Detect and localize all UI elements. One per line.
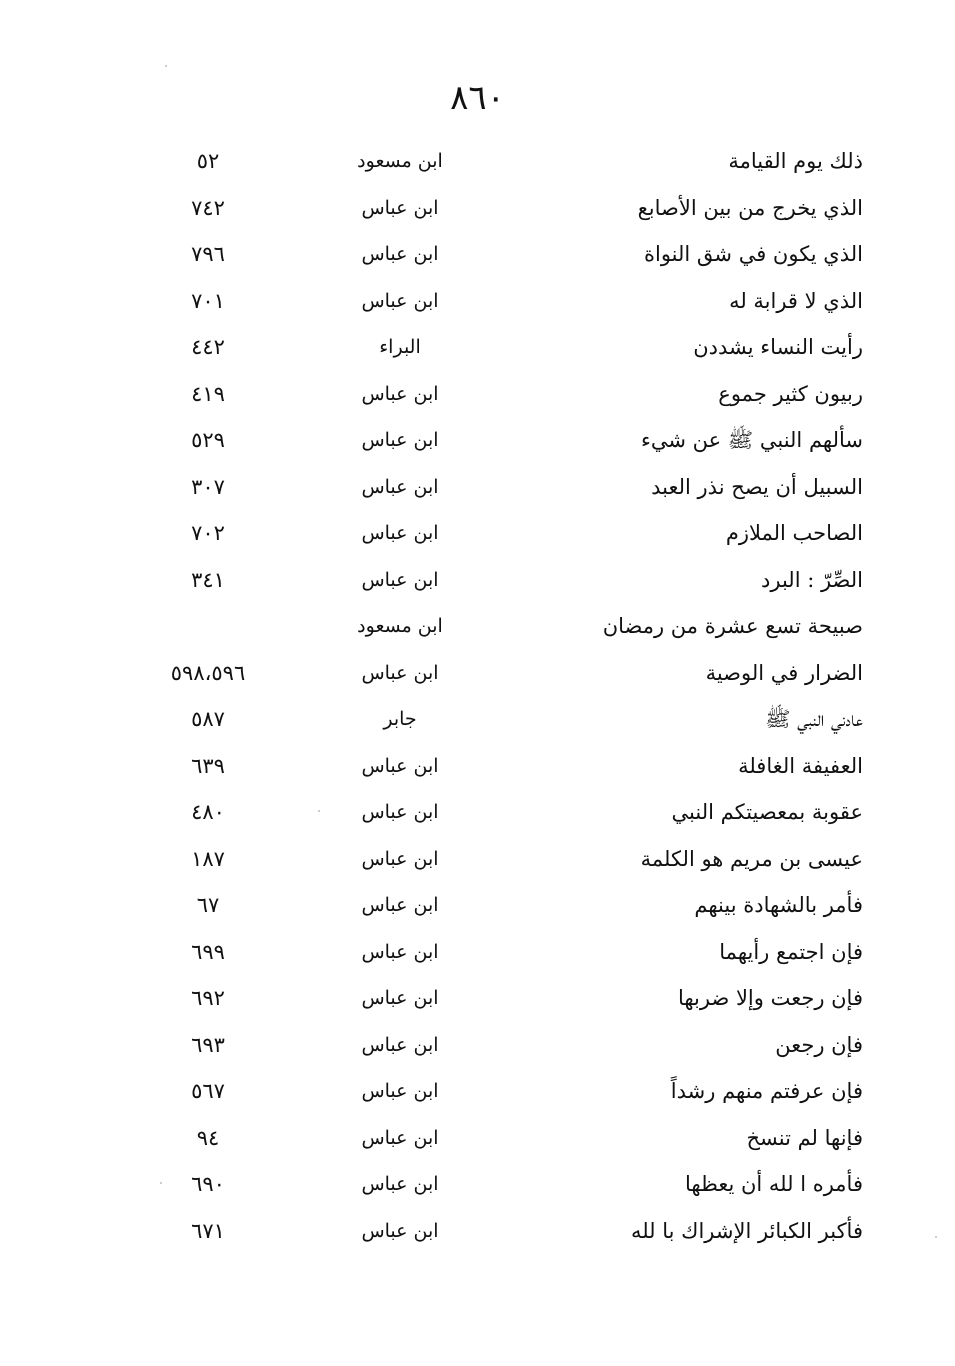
table-row xyxy=(0,417,955,464)
hadith-text: فأكبر الكبائر الإشراك با لله xyxy=(630,1218,863,1243)
narrator-name: ابن عباس xyxy=(361,475,439,498)
page-reference: ٧٠١ xyxy=(191,288,225,313)
table-row xyxy=(0,371,955,418)
index-table xyxy=(0,138,955,1254)
table-row xyxy=(0,324,955,371)
narrator-name: ابن عباس xyxy=(361,289,439,312)
narrator-name: ابن مسعود xyxy=(357,615,443,637)
scan-speck xyxy=(318,810,320,812)
narrator-name: ابن عباس xyxy=(361,847,439,870)
hadith-text: فإن رجعن xyxy=(775,1032,863,1057)
page-reference: ٦٧ xyxy=(196,893,220,917)
table-row xyxy=(0,464,955,511)
hadith-text: الذي يكون في شق النواة xyxy=(643,242,863,266)
page-reference: ٥٩٨،٥٩٦ xyxy=(170,660,246,685)
hadith-text: صبيحة تسع عشرة من رمضان xyxy=(602,614,863,638)
narrator-name: ابن عباس xyxy=(361,940,439,963)
page-reference: ٣٤١ xyxy=(191,567,225,592)
narrator-name: ابن عباس xyxy=(361,243,439,265)
hadith-text: العفيفة الغافلة xyxy=(738,753,863,778)
narrator-name: ابن عباس xyxy=(361,382,439,405)
hadith-text: فأمره ا لله أن يعظها xyxy=(685,1172,863,1196)
hadith-text: فإن اجتمع رأيهما xyxy=(719,939,863,964)
hadith-text: فإنها لم تنسخ xyxy=(746,1125,863,1150)
page-reference: ٦٧١ xyxy=(191,1218,225,1243)
table-row xyxy=(0,557,955,604)
page-reference: ٤٨٠ xyxy=(191,800,225,824)
page-reference: ٩٤ xyxy=(196,1125,220,1150)
page-reference: ٧٤٢ xyxy=(191,195,225,220)
page-reference: ٥٦٧ xyxy=(191,1079,225,1103)
hadith-text: السبيل أن يصح نذر العبد xyxy=(651,474,863,499)
table-row xyxy=(0,882,955,929)
narrator-name: ابن عباس xyxy=(361,522,439,544)
narrator-name: ابن عباس xyxy=(361,429,439,451)
narrator-name: ابن عباس xyxy=(361,1173,439,1195)
scan-speck xyxy=(160,1182,162,1184)
page-reference: ٧٩٦ xyxy=(191,242,225,266)
page-reference: ٤٤٢ xyxy=(191,335,225,359)
scan-speck xyxy=(935,1236,937,1238)
table-row xyxy=(0,836,955,883)
table-row xyxy=(0,1068,955,1115)
table-row xyxy=(0,929,955,976)
narrator-name: البراء xyxy=(379,336,421,358)
scan-speck xyxy=(165,65,167,67)
table-row xyxy=(0,231,955,278)
hadith-text: فإن رجعت وإلا ضربها xyxy=(677,986,863,1010)
page-reference: ٦٩٩ xyxy=(191,939,225,964)
hadith-text: رأيت النساء يشددن xyxy=(693,335,863,359)
narrator-name: ابن عباس xyxy=(361,1126,439,1149)
narrator-name: ابن عباس xyxy=(361,1033,439,1056)
page-reference: ٥٢ xyxy=(196,149,220,173)
hadith-text: عادني النبي ﷺ xyxy=(765,707,863,731)
narrator-name: ابن عباس xyxy=(361,801,439,823)
narrator-name: ابن عباس xyxy=(361,568,439,591)
table-row xyxy=(0,743,955,790)
table-row xyxy=(0,975,955,1022)
page-reference: ٦٩٣ xyxy=(191,1032,225,1057)
narrator-name: ابن عباس xyxy=(361,196,439,219)
narrator-name: ابن عباس xyxy=(361,1219,439,1242)
hadith-text: عيسى بن مريم هو الكلمة xyxy=(640,846,863,871)
hadith-text: ربيون كثير جموع xyxy=(718,381,863,406)
page-reference xyxy=(138,603,278,650)
hadith-text: الصِّرّ : البرد xyxy=(761,567,863,592)
table-row xyxy=(0,1115,955,1162)
page-reference: ٦٩٢ xyxy=(191,986,225,1010)
narrator-name: ابن عباس xyxy=(361,754,439,777)
table-row xyxy=(0,696,955,743)
hadith-text: ذلك يوم القيامة xyxy=(728,149,863,173)
table-row xyxy=(0,1208,955,1255)
narrator-name: جابر xyxy=(383,708,417,730)
table-row xyxy=(0,1161,955,1208)
page-reference: ٥٨٧ xyxy=(191,707,225,731)
table-row xyxy=(0,138,955,185)
page-reference: ٦٣٩ xyxy=(191,753,225,778)
hadith-text: الضرار في الوصية xyxy=(705,660,863,685)
hadith-text: فإن عرفتم منهم رشداً xyxy=(670,1079,863,1103)
table-row xyxy=(0,789,955,836)
table-row xyxy=(0,278,955,325)
hadith-text: الذي يخرج من بين الأصابع xyxy=(637,195,863,220)
page-reference: ٤١٩ xyxy=(191,381,225,406)
table-row xyxy=(0,1022,955,1069)
table-row xyxy=(0,510,955,557)
narrator-name: ابن مسعود xyxy=(357,150,443,172)
narrator-name: ابن عباس xyxy=(361,661,439,684)
table-row xyxy=(0,603,955,650)
hadith-text: الذي لا قرابة له xyxy=(729,288,863,313)
page-reference: ٥٢٩ xyxy=(191,428,225,452)
table-row xyxy=(0,650,955,697)
hadith-text: فأمر بالشهادة بينهم xyxy=(694,893,863,917)
narrator-name: ابن عباس xyxy=(361,987,439,1009)
hadith-text: سألهم النبي ﷺ عن شيء xyxy=(640,428,863,452)
page-reference: ٦٩٠ xyxy=(191,1172,225,1196)
hadith-text: الصاحب الملازم xyxy=(725,521,863,545)
hadith-text: عقوبة بمعصيتكم النبي xyxy=(671,800,863,824)
page-number: ٨٦٠ xyxy=(450,78,505,118)
narrator-name: ابن عباس xyxy=(361,1080,439,1102)
page-reference: ١٨٧ xyxy=(191,846,225,871)
page-reference: ٣٠٧ xyxy=(191,474,225,499)
table-row xyxy=(0,185,955,232)
page-reference: ٧٠٢ xyxy=(191,521,225,545)
narrator-name: ابن عباس xyxy=(361,894,439,916)
